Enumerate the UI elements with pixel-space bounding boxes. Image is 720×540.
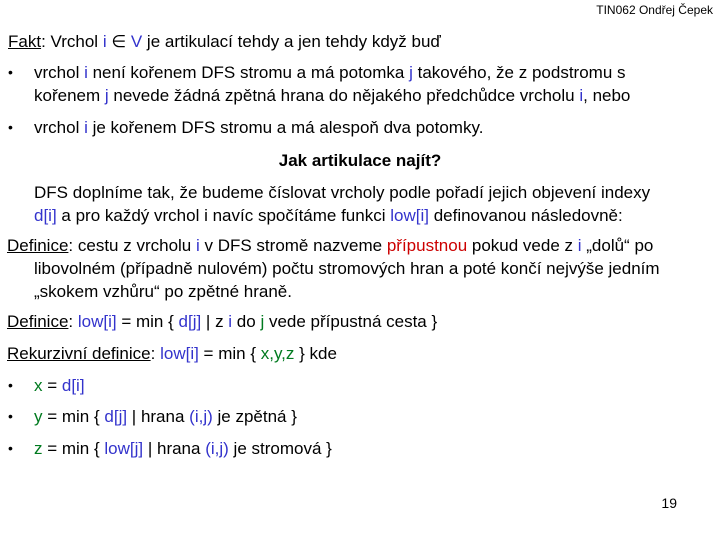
recursive-definition: Rekurzivní definice: low[i] = min { x,y,z } kde [7, 344, 337, 363]
bullet-icon: • [8, 377, 13, 393]
bullet-icon: • [8, 408, 13, 424]
dfs-paragraph: DFS doplníme tak, že budeme číslovat vrcholy podle pořadí jejich objevení indexy d[i] a pro každý vrchol i navíc spočítáme funkci low[i] definovanou následovně: [34, 183, 651, 225]
bullet-icon: • [8, 64, 13, 80]
fact-label: Fakt [8, 32, 42, 51]
page-number: 19 [661, 495, 677, 511]
section-question: Jak artikulace najít? [278, 151, 442, 170]
fact-line: Fakt: Vrchol i ∈ V je artikulací tehdy a jen tehdy když buď [8, 32, 441, 51]
bullet-icon: • [8, 119, 13, 135]
bullet-icon: • [8, 440, 13, 456]
definition-label: Definice [7, 312, 69, 331]
definition-admissible-path: Definice: cestu z vrcholu i v DFS stromě nazveme přípustnou pokud vede z i „dolů“ po libovolném (případně nulovém) počtu stromových hran a poté končí nejvýše jedním „skokem vzhůru“ po zpětné hraně. [7, 236, 660, 301]
slide-header: TIN062 Ondřej Čepek [596, 3, 713, 17]
definition-label: Definice [7, 236, 69, 255]
definition-label: Rekurzivní definice [7, 344, 151, 363]
definition-low: Definice: low[i] = min { d[j] | z i do j vede přípustná cesta } [7, 312, 438, 331]
